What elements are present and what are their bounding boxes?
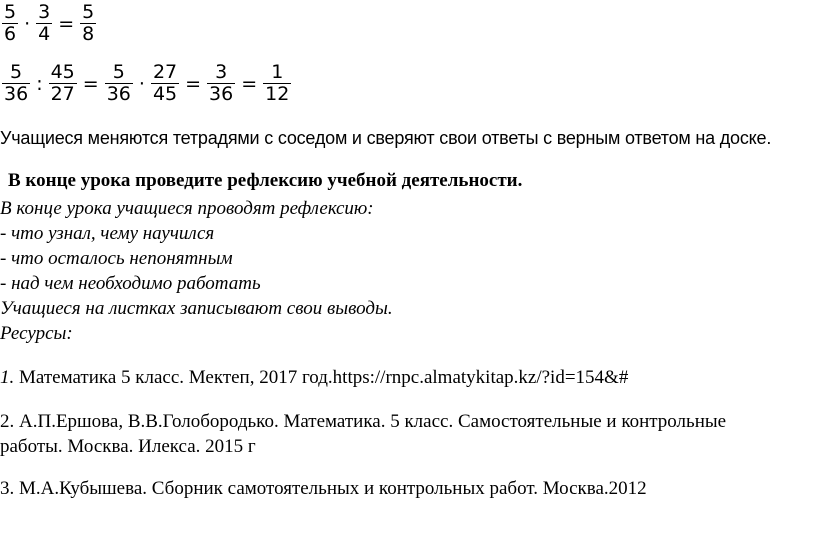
operator: = [82,72,99,95]
resource-item-1 [0,366,628,390]
reflection-item: - что осталось непонятным [0,248,233,269]
operator: · [24,12,31,35]
resource-item-2-line1: 2. А.П.Ершова, В.В.Голобородько. Математика. 5 класс. Самостоятельные и контрольные [0,411,727,432]
resource-item-3: 3. М.А.Кубышева. Сборник самотоятельных и контрольных работ. Москва.2012 [0,478,647,499]
reflection-item: - что узнал, чему научился [0,223,215,244]
fraction: $\frac{3}{4}$ [38,1,51,46]
operator: · [138,72,145,95]
operator: : [36,72,43,95]
fraction: $\frac{5}{6}$ [4,1,17,46]
reflection-outro: Учащиеся на листках записывают свои выводы. [0,298,393,319]
resource-text: Математика 5 класс. Мектеп, 2017 год.https://rnpc.almatykitap.kz/?id=154&# [14,367,629,388]
resource-number: 1. [0,367,15,388]
operator: = [58,12,75,35]
resources-label: Ресурсы: [0,323,73,344]
reflection-intro: В конце урока учащиеся проводят рефлексию: [0,198,374,219]
fraction: $\frac{27}{45}$ [152,61,178,106]
resource-item-2-line2: работы. Москва. Илекса. 2015 г [0,436,256,457]
fraction: $\frac{5}{36}$ [106,61,131,106]
heading-reflection: В конце урока проведите рефлексию учебной деятельности. [8,170,523,191]
fraction: $\frac{5}{8}$ [82,1,95,46]
fraction: $\frac{3}{36}$ [209,61,234,106]
operator: = [241,72,258,95]
equation-1 [0,2,98,45]
reflection-item: - над чем необходимо работать [0,273,261,294]
operator: = [185,72,202,95]
equation-2 [0,62,293,105]
fraction: $\frac{1}{12}$ [265,61,290,106]
fraction: $\frac{5}{36}$ [4,61,29,106]
paragraph-exchange: Учащиеся меняются тетрадями с соседом и сверяют свои ответы с верным ответом на доске. [0,128,772,148]
fraction: $\frac{45}{27}$ [50,61,75,106]
